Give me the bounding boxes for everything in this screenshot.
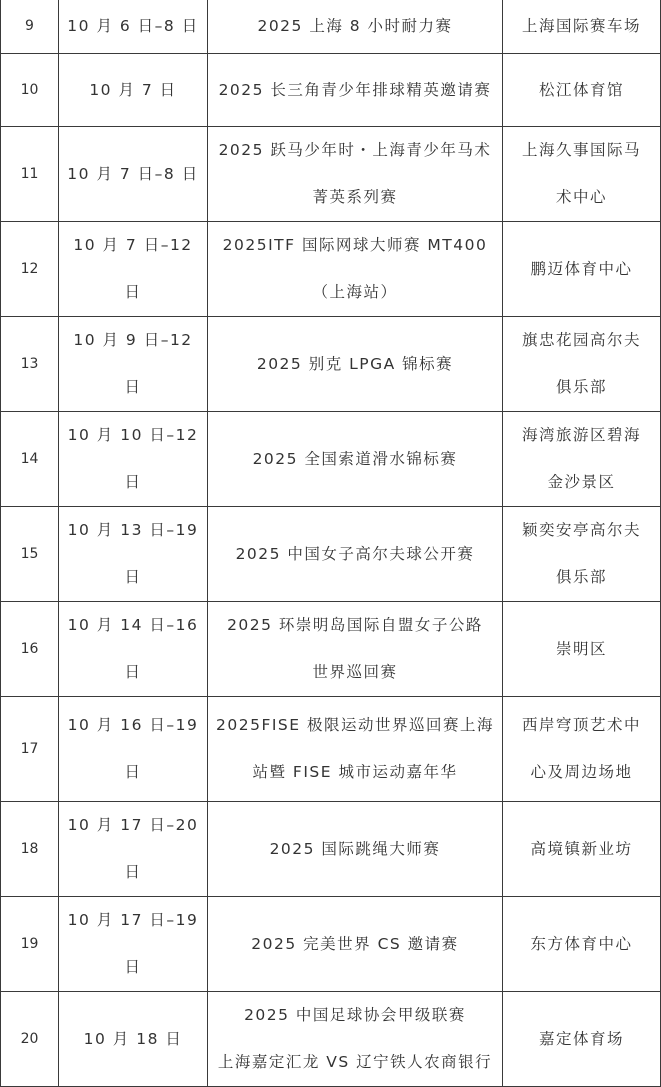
table-row [1,802,661,897]
event-venue [503,222,661,317]
event-venue-line: 上海国际赛车场 [521,16,641,35]
event-date: 10 月 18 日 [59,992,208,1087]
event-venue [503,897,661,992]
event-name [208,127,503,222]
event-venue-line: 俱乐部 [555,378,607,396]
event-venue [503,507,661,602]
event-name-line: 2025ITF 国际网球大师赛 MT400 [222,236,488,254]
row-number: 19 [1,897,59,992]
event-date: 10 月 17 日–19 日 [59,897,208,992]
row-number: 16 [1,602,59,697]
row-number: 14 [1,412,59,507]
event-venue-line: 鹏迈体育中心 [530,259,633,278]
event-date: 10 月 9 日–12 日 [59,317,208,412]
event-date: 10 月 17 日–20 日 [59,802,208,897]
row-number: 11 [1,127,59,222]
event-venue [503,992,661,1087]
table-row [1,412,661,507]
event-venue-line: 颖奕安亭高尔夫 [521,521,641,539]
table-row [1,992,661,1087]
event-name-line: 2025 完美世界 CS 邀请赛 [251,934,459,953]
event-venue [503,412,661,507]
event-date: 10 月 6 日–8 日 [59,0,208,54]
event-venue [503,0,661,54]
row-number: 9 [1,0,59,54]
table-row [1,0,661,54]
event-name-line: 世界巡回赛 [312,663,398,681]
event-venue-line: 心及周边场地 [530,763,633,781]
event-name [208,54,503,127]
event-name-line: 2025 中国女子高尔夫球公开赛 [235,544,475,563]
event-name-line: 2025 长三角青少年排球精英邀请赛 [218,80,492,99]
event-venue [503,317,661,412]
row-number: 17 [1,697,59,802]
event-venue [503,54,661,127]
event-date: 10 月 13 日–19 日 [59,507,208,602]
event-date: 10 月 7 日 [59,54,208,127]
event-name-line: （上海站） [312,283,398,301]
table-row [1,127,661,222]
event-name-line: 2025 环崇明岛国际自盟女子公路 [227,616,483,634]
event-name [208,222,503,317]
event-venue-line: 松江体育馆 [538,80,624,99]
table-row [1,602,661,697]
row-number: 13 [1,317,59,412]
table-row [1,54,661,127]
event-venue [503,802,661,897]
table-row [1,507,661,602]
table-row [1,317,661,412]
event-name-line: 2025 跃马少年时・上海青少年马术 [218,141,492,159]
event-name [208,697,503,802]
row-number: 10 [1,54,59,127]
event-venue-line: 嘉定体育场 [538,1029,624,1048]
event-venue-line: 俱乐部 [555,568,607,586]
event-name [208,802,503,897]
event-name-line: 2025FISE 极限运动世界巡回赛上海 [216,716,494,734]
event-venue-line: 上海久事国际马 [521,141,641,159]
event-name-line: 2025 中国足球协会甲级联赛 [244,1006,466,1024]
event-date: 10 月 14 日–16 日 [59,602,208,697]
event-venue [503,697,661,802]
event-name-line: 2025 国际跳绳大师赛 [269,839,441,858]
event-venue-line: 术中心 [555,188,607,206]
event-date: 10 月 16 日–19 日 [59,697,208,802]
event-name [208,317,503,412]
row-number: 20 [1,992,59,1087]
event-venue-line: 海湾旅游区碧海 [521,426,641,444]
event-venue [503,127,661,222]
event-venue-line: 高境镇新业坊 [530,839,633,858]
event-name-line: 2025 全国索道滑水锦标赛 [252,449,458,468]
event-name [208,412,503,507]
event-name-line: 2025 上海 8 小时耐力赛 [257,16,453,35]
event-name [208,897,503,992]
event-name-line: 菁英系列赛 [312,188,398,206]
event-venue-line: 金沙景区 [547,473,616,491]
event-date: 10 月 7 日–12 日 [59,222,208,317]
event-venue [503,602,661,697]
event-venue-line: 崇明区 [555,639,607,658]
table-row [1,897,661,992]
table-row [1,697,661,802]
event-name [208,992,503,1087]
event-venue-line: 东方体育中心 [530,934,633,953]
event-name-line: 上海嘉定汇龙 VS 辽宁铁人农商银行 [217,1053,493,1071]
event-name-line: 站暨 FISE 城市运动嘉年华 [252,763,458,781]
schedule-rows [1,0,661,1087]
event-venue-line: 旗忠花园高尔夫 [521,331,641,349]
row-number: 18 [1,802,59,897]
event-date: 10 月 10 日–12 日 [59,412,208,507]
event-date: 10 月 7 日–8 日 [59,127,208,222]
event-name-line: 2025 别克 LPGA 锦标赛 [256,354,454,373]
event-name [208,507,503,602]
event-name [208,602,503,697]
event-venue-line: 西岸穹顶艺术中 [521,716,641,734]
row-number: 15 [1,507,59,602]
row-number: 12 [1,222,59,317]
event-name [208,0,503,54]
table-row [1,222,661,317]
